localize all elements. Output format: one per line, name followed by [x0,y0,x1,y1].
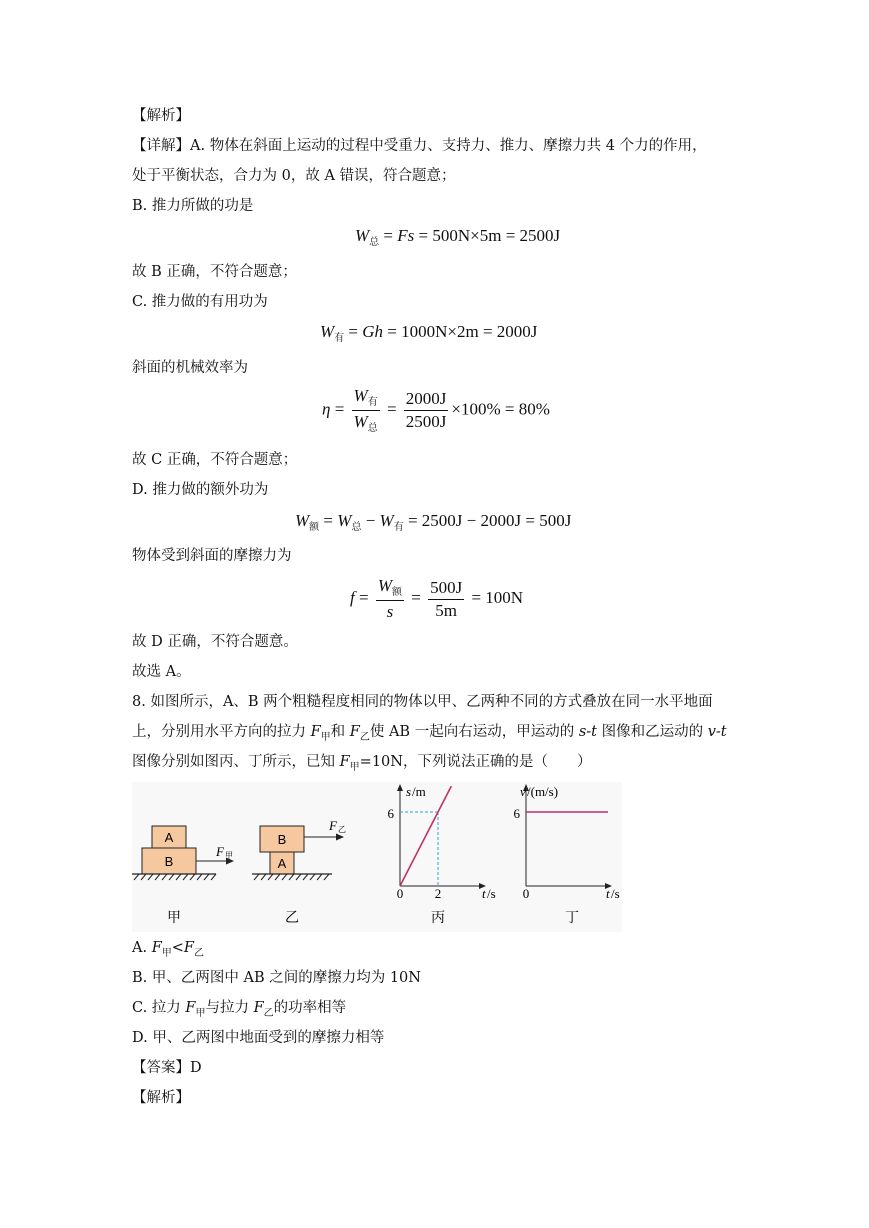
answer-line: 【答案】D [132,1060,202,1076]
bing-ylabel-unit: /m [412,784,426,799]
block-top-jia-label: A [164,830,174,845]
ding-y-tick: 6 [513,806,520,821]
eq-eta: η = $\frac{W_有}{W_总}$ = $\frac{2000J}{2500J}$ ×100% = 80% [322,386,550,434]
eq-f: f = $\frac{W_额}{s}$ = $\frac{500J}{5m}$ = 100N [350,576,524,621]
block-bottom-yi-label: A [277,856,287,871]
line-b: B. 推力所做的功是 [132,198,254,214]
question-8-line2: 上，分别用水平方向的拉力 $F_甲$和 $F_乙$使 AB 一起向右运动，甲运动的 s-t 图像和乙运动的 v-t [132,724,727,743]
option-d: D. 甲、乙两图中地面受到的摩擦力相等 [132,1030,385,1046]
force-sub-jia: 甲 [225,851,233,860]
line-efficiency: 斜面的机械效率为 [132,360,248,376]
ding-xlabel-unit: /s [611,886,620,901]
eq-w-total: $W_总 = Fs = 500N\times 5m = 2500J$ [355,226,561,248]
eq-w-useful: $W_有 = Gh = 1000N\times 2m = 2000J$ [320,322,538,344]
force-label-yi: F [329,818,337,833]
ding-ylabel-unit: /(m/s) [527,784,559,799]
force-sub-yi: 乙 [338,825,346,834]
graph-bing [388,784,496,901]
question-8-line3: 图像分别如图丙、丁所示，已知 $F_甲=10N$，下列说法正确的是（ ） [132,754,592,773]
line-jiexi-1: 【解析】 [132,108,190,124]
line-c: C. 推力做的有用功为 [132,294,268,310]
bing-y-tick: 6 [387,806,394,821]
caption-jia: 甲 [167,910,181,926]
line-d: D. 推力做的额外功为 [132,482,269,498]
bing-ylabel-var: s [406,784,412,799]
bing-origin: 0 [396,886,404,901]
bing-series-line [400,786,451,886]
option-b: B. 甲、乙两图中 AB 之间的摩擦力均为 10N [132,970,421,986]
diagram-yi [252,818,346,926]
line-detail-a: 【详解】A. 物体在斜面上运动的过程中受重力、支持力、推力、摩擦力共 4 个力的作用， [132,138,707,154]
figure-svg [132,782,622,932]
bing-xlabel-var: t [482,886,486,901]
question-8-line1: 8. 如图所示，A、B 两个粗糙程度相同的物体以甲、乙两种不同的方式叠放在同一水平地面 [132,694,713,710]
diagram-jia [132,826,234,926]
line-c-result: 故 C 正确，不符合题意； [132,452,298,468]
force-label-jia: F [216,844,224,859]
line-detail-a2: 处于平衡状态，合力为 0，故 A 错误，符合题意； [132,168,456,184]
block-bottom-jia-label: B [164,854,174,869]
option-a: A. $F_甲<F_乙$ [132,940,204,959]
question-figure [132,782,622,932]
ding-xlabel-var: t [606,886,610,901]
line-friction: 物体受到斜面的摩擦力为 [132,548,292,564]
bing-x-tick: 2 [434,886,442,901]
ding-origin: 0 [522,886,530,901]
line-b-result: 故 B 正确，不符合题意； [132,264,297,280]
caption-bing: 丙 [431,910,445,926]
line-choose: 故选 A。 [132,664,191,680]
option-c: C. 拉力 $F_甲$与拉力 $F_乙$的功率相等 [132,1000,347,1019]
ding-ylabel-var: v [520,784,526,799]
line-d-result: 故 D 正确，不符合题意。 [132,634,298,650]
block-top-yi-label: B [277,832,287,847]
graph-ding [514,784,620,901]
caption-ding: 丁 [565,910,579,926]
ground-hatch-yi [254,874,329,880]
eq-w-extra: $W_额 = W_总 - W_有 = 2500J - 2000J = 500J$ [295,511,572,533]
line-jiexi-2: 【解析】 [132,1090,190,1106]
ground-hatch-jia [134,874,216,880]
caption-yi: 乙 [285,910,299,926]
bing-xlabel-unit: /s [487,886,496,901]
